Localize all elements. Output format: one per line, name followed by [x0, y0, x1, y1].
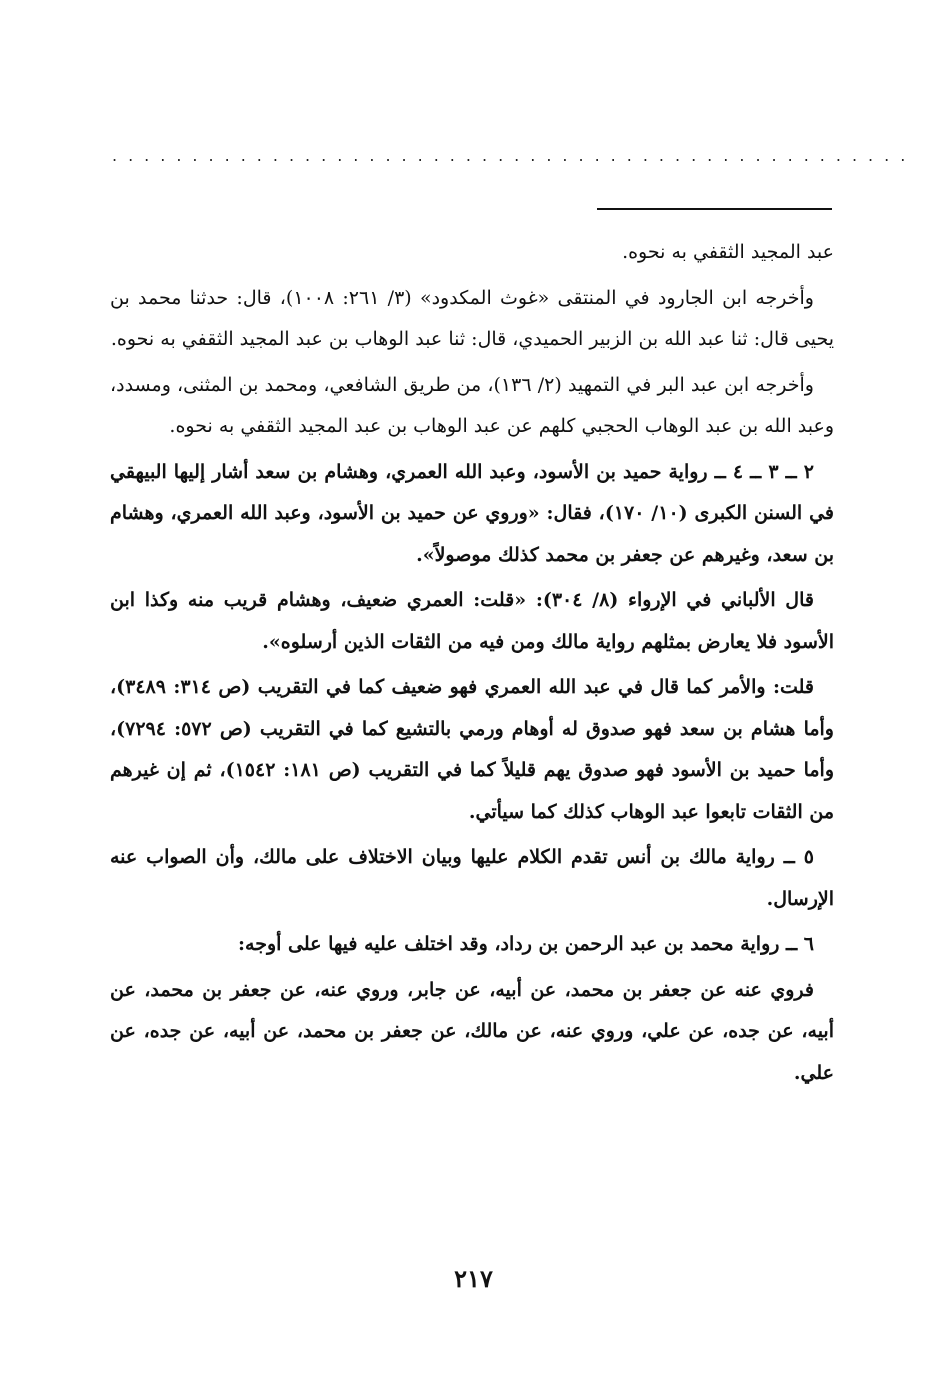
paragraph-2: وأخرجه ابن الجارود في المنتقى «غوث المكدود» (٣/ ٢٦١: ١٠٠٨)، قال: حدثنا محمد بن يحيى قال: ثنا عبد الله بن الزبير الحميدي، قال: ثنا عبد الوهاب بن عبد المجيد الثقفي به نحوه. — [110, 286, 834, 350]
footnote-rule — [597, 208, 832, 210]
page-body — [110, 232, 834, 1098]
paragraph-6: قلت: والأمر كما قال في عبد الله العمري فهو ضعيف كما في التقريب (ص ٣١٤: ٣٤٨٩)، وأما هشام بن سعد فهو صدوق له أوهام ورمي بالتشيع كما في التقريب (ص ٥٧٢: ٧٢٩٤)، وأما حميد بن الأسود فهو صدوق يهم قليلاً كما في التقريب (ص ١٨١: ١٥٤٢)، ثم إن غيرهم من الثقات تابعوا عبد الوهاب كذلك كما سيأتي. — [110, 676, 834, 823]
paragraph-7: ٥ ــ رواية مالك بن أنس تقدم الكلام عليها وبيان الاختلاف على مالك، وأن الصواب عنه الإرسال. — [110, 846, 834, 910]
dotted-divider: .................................................. — [112, 146, 917, 165]
paragraph-1: عبد المجيد الثقفي به نحوه. — [622, 241, 834, 263]
paragraph-5: قال الألباني في الإرواء (٨/ ٣٠٤): «قلت: العمري ضعيف، وهشام قريب منه وكذا ابن الأسود فلا يعارض بمثلهم رواية مالك ومن فيه من الثقات الذين أرسلوه». — [110, 589, 834, 653]
paragraph-3: وأخرجه ابن عبد البر في التمهيد (٢/ ١٣٦)، من طريق الشافعي، ومحمد بن المثنى، ومسدد، وعبد الله بن عبد الوهاب الحجبي كلهم عن عبد الوهاب بن عبد المجيد الثقفي به نحوه. — [110, 373, 834, 437]
page-number: ٢١٧ — [454, 1264, 493, 1293]
paragraph-8: ٦ ــ رواية محمد بن عبد الرحمن بن رداد، وقد اختلف عليه فيها على أوجه: — [238, 933, 814, 955]
paragraph-4: ٢ ــ ٣ ــ ٤ ــ رواية حميد بن الأسود، وعبد الله العمري، وهشام بن سعد أشار إليها البيهقي في السنن الكبرى (١٠/ ١٧٠)، فقال: «وروي عن حميد بن الأسود، وعبد الله العمري، وهشام بن سعد، وغيرهم عن جعفر بن محمد كذلك موصولاً». — [110, 460, 834, 566]
paragraph-9: فروي عنه عن جعفر بن محمد، عن أبيه، عن جابر، وروي عنه، عن جعفر بن محمد، عن أبيه، عن جده، عن علي، وروي عنه، عن مالك، عن جعفر بن محمد، عن أبيه، عن جده، عن علي. — [110, 978, 834, 1084]
